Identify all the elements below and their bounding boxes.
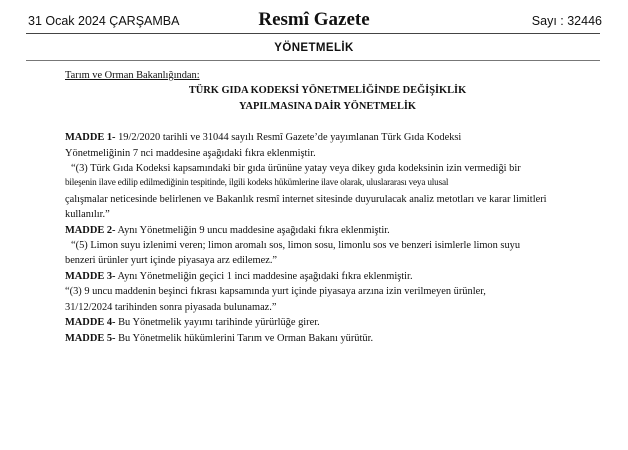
quoted-paragraph: bileşenin ilave edilip edilmediğinin tespitinde, ilgili kodeks hükümlerine ilave olarak, uluslararası veya ulusal (65, 178, 449, 189)
section-heading: YÖNETMELİK (274, 42, 354, 54)
issuing-ministry: Tarım ve Orman Bakanlığından: (65, 70, 200, 81)
article-3 (65, 269, 590, 284)
quoted-paragraph: “(3) 9 uncu maddenin beşinci fıkrası kapsamında yurt içinde piyasaya arzına izin verilmeyen ürünler, (65, 286, 486, 298)
article-label: MADDE 5- (65, 332, 116, 344)
quoted-paragraph: 31/12/2024 tarihinden sonra piyasada bulunamaz.” (65, 301, 277, 313)
section-divider (26, 60, 600, 61)
gazette-header (0, 0, 628, 34)
article-label: MADDE 2- (65, 224, 116, 236)
regulation-body (65, 68, 590, 346)
regulation-title-line-1: TÜRK GIDA KODEKSİ YÖNETMELİĞİNDE DEĞİŞİKLİK (188, 85, 467, 97)
gazette-name: Resmî Gazete (258, 9, 370, 30)
header-divider (26, 33, 600, 34)
publication-date: 31 Ocak 2024 ÇARŞAMBA (28, 14, 180, 28)
quoted-paragraph: çalışmalar neticesinde belirlenen ve Bakanlık resmî internet sitesinde duyurulacak analiz metotları ve karar limitleri (65, 193, 547, 205)
article-text: Aynı Yönetmeliğin geçici 1 inci maddesine aşağıdaki fıkra eklenmiştir. (115, 270, 413, 282)
article-2 (65, 223, 590, 238)
article-4 (65, 315, 590, 330)
quoted-paragraph: benzeri ürünler yurt içinde piyasaya arz edilemez.” (65, 255, 278, 267)
article-text: Bu Yönetmelik yayımı tarihinde yürürlüğe girer. (115, 317, 320, 329)
article-label: MADDE 3- (65, 270, 116, 282)
article-text: Bu Yönetmelik hükümlerini Tarım ve Orman Bakanı yürütür. (115, 332, 374, 344)
article-1 (65, 130, 590, 145)
quoted-paragraph: “(5) Limon suyu izlenimi veren; limon aromalı sos, limon sosu, limonlu sos ve benzeri isimlerle limon suyu (71, 240, 521, 252)
article-text: Aynı Yönetmeliğin 9 uncu maddesine aşağıdaki fıkra eklenmiştir. (115, 224, 390, 236)
article-text: 19/2/2020 tarihli ve 31044 sayılı Resmî Gazete’de yayımlanan Türk Gıda Kodeksi (115, 132, 462, 144)
article-text: Yönetmeliğinin 7 nci maddesine aşağıdaki fıkra eklenmiştir. (65, 147, 316, 159)
issue-number: Sayı : 32446 (531, 14, 602, 28)
article-label: MADDE 4- (65, 317, 116, 329)
regulation-title-line-2: YAPILMASINA DAİR YÖNETMELİK (238, 100, 417, 112)
article-label: MADDE 1- (65, 132, 116, 144)
article-5 (65, 331, 590, 346)
quoted-paragraph: kullanılır.” (65, 209, 110, 221)
quoted-paragraph: “(3) Türk Gıda Kodeksi kapsamındaki bir gıda ürününe yatay veya dikey gıda kodeksinin izin vermediği bir (71, 163, 521, 175)
